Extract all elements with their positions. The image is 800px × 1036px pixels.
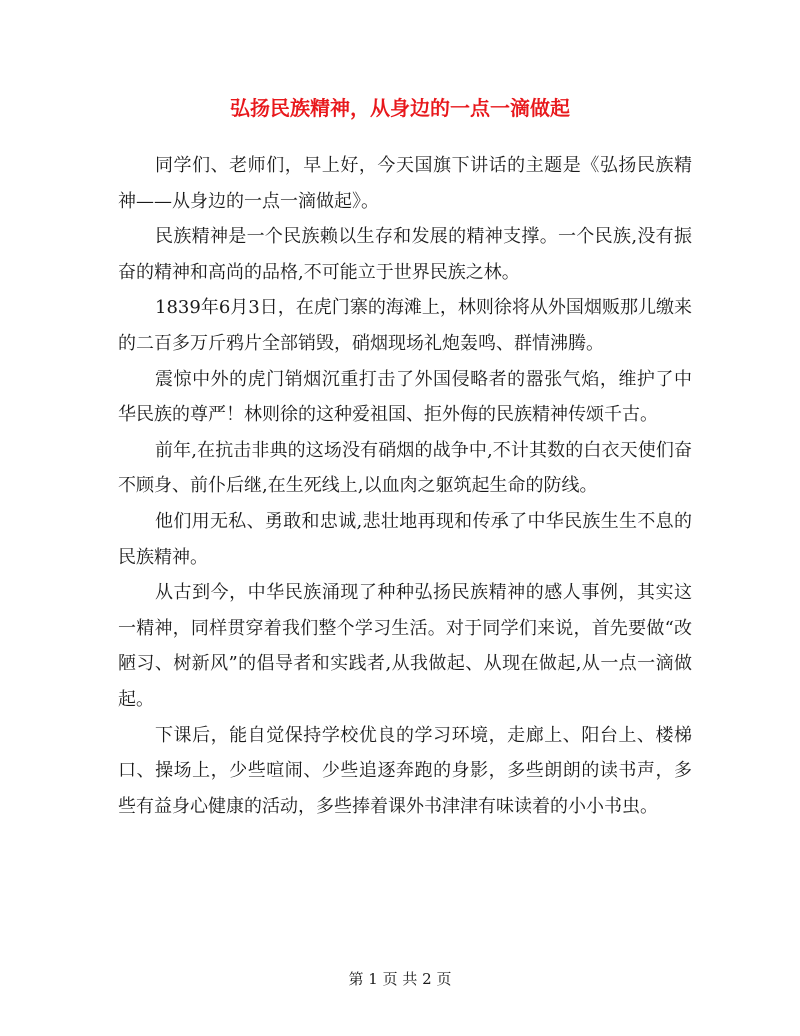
paragraph: 民族精神是一个民族赖以生存和发展的精神支撑。一个民族,没有振奋的精神和高尚的品格,不可能立于世界民族之林。 bbox=[118, 226, 692, 283]
paragraph: 从古到今，中华民族涌现了种种弘扬民族精神的感人事例，其实这一精神，同样贯穿着我们整个学习生活。对于同学们来说，首先要做“改陋习、树新风”的倡导者和实践者,从我做起、从现在做起,从一点一滴做起。 bbox=[118, 582, 692, 710]
page-number: 第 1 页 共 2 页 bbox=[348, 970, 452, 988]
paragraph: 同学们、老师们，早上好，今天国旗下讲话的主题是《弘扬民族精神——从身边的一点一滴做起》。 bbox=[118, 155, 692, 212]
document-body bbox=[118, 148, 692, 824]
paragraph: 他们用无私、勇敢和忠诚,悲壮地再现和传承了中华民族生生不息的民族精神。 bbox=[118, 510, 692, 568]
paragraph: 1839年6月3日，在虎门寨的海滩上，林则徐将从外国烟贩那儿缴来的二百多万斤鸦片全部销毁，硝烟现场礼炮轰鸣、群情沸腾。 bbox=[118, 297, 692, 354]
paragraph: 下课后，能自觉保持学校优良的学习环境，走廊上、阳台上、楼梯口、操场上，少些喧闹、少些追逐奔跑的身影，多些朗朗的读书声，多些有益身心健康的活动，多些捧着课外书津津有味读着的小小书虫。 bbox=[118, 724, 692, 817]
paragraph: 震惊中外的虎门销烟沉重打击了外国侵略者的嚣张气焰，维护了中华民族的尊严！林则徐的这种爱祖国、拒外侮的民族精神传颂千古。 bbox=[118, 368, 692, 426]
document-title: 弘扬民族精神，从身边的一点一滴做起 bbox=[230, 96, 570, 120]
paragraph: 前年,在抗击非典的这场没有硝烟的战争中,不计其数的白衣天使们奋不顾身、前仆后继,在生死线上,以血肉之躯筑起生命的防线。 bbox=[118, 439, 692, 497]
